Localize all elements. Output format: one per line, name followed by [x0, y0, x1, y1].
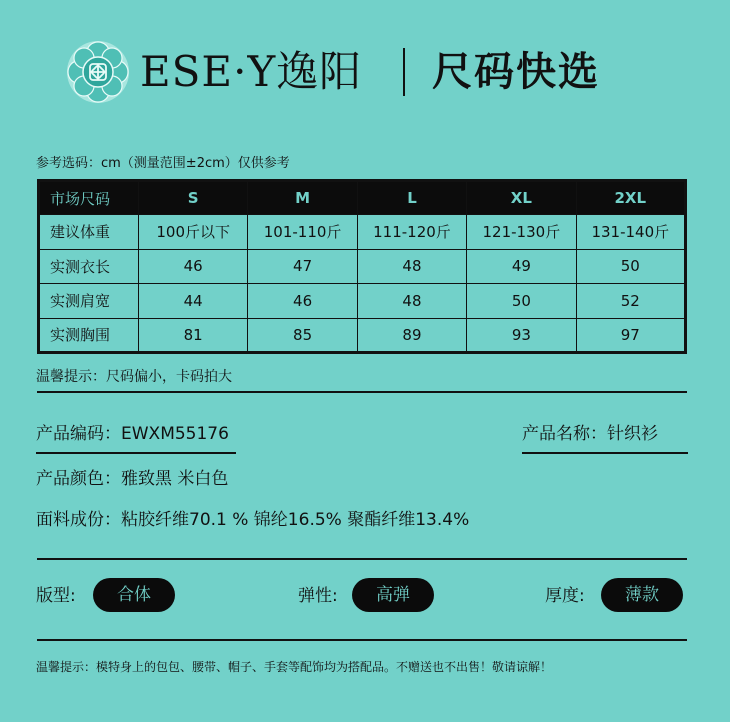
row-label: 实测肩宽 — [39, 284, 139, 319]
thickness-badge: 薄款 — [601, 578, 683, 612]
table-header-cell: L — [357, 181, 466, 215]
product-name-underline — [522, 452, 688, 454]
table-cell: 46 — [139, 249, 248, 284]
row-label: 实测衣长 — [39, 249, 139, 284]
table-cell: 97 — [576, 318, 685, 353]
divider — [37, 558, 687, 560]
table-cell: 50 — [576, 249, 685, 284]
table-header-cell: 市场尺码 — [39, 181, 139, 215]
thickness-label: 厚度: — [545, 586, 585, 606]
table-row — [39, 215, 686, 250]
table-header-cell: M — [248, 181, 357, 215]
page-title: 尺码快选 — [432, 49, 600, 95]
table-cell: 50 — [467, 284, 576, 319]
table-cell: 111-120斤 — [357, 215, 466, 250]
row-label: 实测胸围 — [39, 318, 139, 353]
size-tip: 温馨提示：尺码偏小，卡码拍大 — [36, 369, 232, 385]
brand-name: ESE·Y逸阳 — [140, 47, 363, 96]
product-name: 产品名称：针织衫 — [522, 424, 658, 444]
size-table — [37, 179, 687, 354]
reference-note: 参考选码：cm（测量范围±2cm）仅供参考 — [36, 156, 290, 171]
row-label: 建议体重 — [39, 215, 139, 250]
size-table-header-row — [39, 181, 686, 215]
table-cell: 93 — [467, 318, 576, 353]
product-code: 产品编码：EWXM55176 — [36, 424, 229, 444]
table-cell: 85 — [248, 318, 357, 353]
table-cell: 48 — [357, 249, 466, 284]
table-cell: 47 — [248, 249, 357, 284]
fit-label: 版型: — [36, 586, 76, 606]
divider — [37, 391, 687, 393]
header — [0, 0, 730, 140]
header-divider — [403, 48, 405, 96]
table-cell: 121-130斤 — [467, 215, 576, 250]
table-header-cell: S — [139, 181, 248, 215]
camellia-knot-logo-icon — [66, 40, 130, 104]
elasticity-label: 弹性: — [298, 586, 338, 606]
table-cell: 131-140斤 — [576, 215, 685, 250]
table-cell: 81 — [139, 318, 248, 353]
product-fabric: 面料成份：粘胶纤维70.1 % 锦纶16.5% 聚酯纤维13.4% — [36, 510, 470, 530]
elasticity-badge: 高弹 — [352, 578, 434, 612]
table-header-cell: 2XL — [576, 181, 685, 215]
product-code-underline — [36, 452, 236, 454]
product-color: 产品颜色：雅致黑 米白色 — [36, 469, 229, 489]
table-cell: 52 — [576, 284, 685, 319]
table-cell: 101-110斤 — [248, 215, 357, 250]
table-cell: 89 — [357, 318, 466, 353]
fit-badge: 合体 — [93, 578, 175, 612]
accessory-footnote: 温馨提示：模特身上的包包、腰带、帽子、手套等配饰均为搭配品。不赠送也不出售！敬请谅解！ — [36, 660, 553, 674]
table-row — [39, 249, 686, 284]
table-row — [39, 284, 686, 319]
table-cell: 44 — [139, 284, 248, 319]
table-header-cell: XL — [467, 181, 576, 215]
table-cell: 49 — [467, 249, 576, 284]
divider — [37, 639, 687, 641]
table-row — [39, 318, 686, 353]
table-cell: 100斤以下 — [139, 215, 248, 250]
table-cell: 46 — [248, 284, 357, 319]
table-cell: 48 — [357, 284, 466, 319]
